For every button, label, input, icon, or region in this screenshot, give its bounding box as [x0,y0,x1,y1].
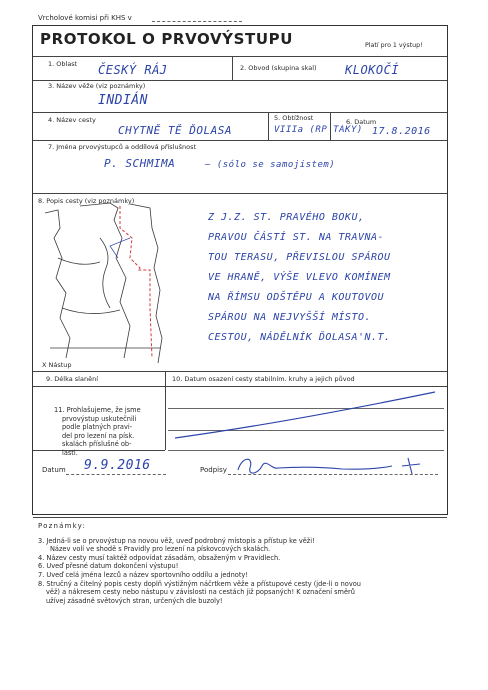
note-item: 4. Název cesty musí taktéž odpovídat zásadám, obsaženým v Pravidlech. [38,553,281,562]
notes-block [38,522,442,605]
note-item: 7. Uveď celá jména lezců a název sportovního oddílu a jednoty! [38,570,248,579]
prohlaseni-line: prvovýstup uskutečnili [62,414,137,423]
note-item: 6. Uveď přesné datum dokončení výstupu! [38,562,179,571]
committee-prefix: Vrcholové komisi při KHS v [38,14,132,22]
obtiznost-value: VIIIa (RP TAKY) [274,125,363,135]
podpisy-label: Podpisy [200,466,227,474]
jmena-label: 7. Jména prvovýstupců a oddílová příslušnost [48,143,197,151]
signature-scribble [232,452,432,480]
row-divider [33,517,447,518]
obvod-label: 2. Obvod (skupina skal) [240,64,317,72]
prohlaseni-line: podle platných pravi- [62,423,133,431]
datum2-line [66,474,166,475]
page-title: PROTOKOL O PRVOVÝSTUPU [40,30,294,48]
prohlaseni-line: del pro lezení na písk. [62,431,135,440]
oblast-value: ČESKÝ RÁJ [98,63,168,77]
row-divider [33,56,447,57]
note-item: 8. Stručný a čitelný popis cesty doplň výstižným náčrtkem věže a přístupové cesty (jde-li o novou [38,579,361,588]
popis-line: Z J.Z. ST. PRAVÉHO BOKU, [208,212,365,223]
note-item: užívej zásadně světových stran, určených dle buzoly! [46,596,223,605]
popis-line: PRAVOU ČÁSTÍ ST. NA TRAVNA- [208,232,385,243]
row-divider [33,386,447,387]
col-divider [165,371,166,450]
delka-label: 9. Délka slanění [46,375,98,383]
col-divider [232,56,233,80]
datum-osazeni-label: 10. Datum osazení cesty stabilním. kruhy a jejich původ [172,375,355,383]
route-sketch [40,198,180,368]
cross-out-stroke [170,388,440,448]
note-item: věž) a nákresem cesty nebo nástupu v závislosti na cestách již popsaných! K označení směrů [46,588,355,597]
prohlaseni-line: 11. Prohlašujeme, že jsme [54,406,141,414]
popis-line: SPÁROU NA NEJVYŠŠÍ MÍSTO. [208,312,372,323]
popis-line: TOU TERASU, PŘEVISLOU SPÁROU [208,252,391,263]
popis-text [208,208,444,348]
popis-line: CESTOU, NÁDĚLNÍK ĎOLASA'N.T. [208,332,391,343]
obvod-value: KLOKOČÍ [345,63,400,77]
nazev-cesty-label: 4. Název cesty [48,116,96,124]
nazev-cesty-value: CHYTNĚ TĚ ĎOLASA [118,124,232,137]
datum2-value: 9.9.2016 [84,458,151,473]
nazev-veze-label: 3. Název věže (viz poznámky) [48,82,146,90]
validity-note: Platí pro 1 výstup! [365,42,423,49]
popis-line: VE HRANĚ, VÝŠE VLEVO KOMÍNEM [208,272,391,283]
committee-blank [152,21,242,22]
datum-label: 6. Datum [346,118,377,126]
row-divider [33,112,447,113]
col-divider [268,112,269,140]
row-divider [33,193,447,194]
note-item: 3. Jedná-li se o prvovýstup na novou věž, uveď podrobný místopis a přístup ke věži! [38,536,315,545]
oblast-label: 1. Oblast [48,60,78,68]
prohlaseni-block [54,406,162,457]
sketch-legend: X Nástup [42,361,72,369]
prohlaseni-line: skalách příslušné ob- [62,440,132,448]
jmena-value: P. SCHMIMA [104,157,176,170]
datum-value: 17.8.2016 [372,126,431,137]
note-item: Název volí ve shodě s Pravidly pro lezení na pískovcových skalách. [50,545,271,554]
jmena-note: – (sólo se samojistem) [205,160,336,170]
datum2-label: Datum [42,466,66,474]
popis-line: NA ŘÍMSU ODŠTĚPU A KOUTOVOU [208,292,385,303]
row-divider [33,140,447,141]
anchor-date-line [168,450,444,451]
row-divider [33,80,447,81]
obtiznost-label: 5. Obtížnost [274,114,314,122]
row-divider [33,371,447,372]
popis-label: 8. Popis cesty (viz poznámky) [38,197,135,205]
nazev-veze-value: INDIÁN [98,93,148,108]
notes-heading: Poznámky: [38,522,87,530]
prohlaseni-line: lasti. [62,448,78,457]
